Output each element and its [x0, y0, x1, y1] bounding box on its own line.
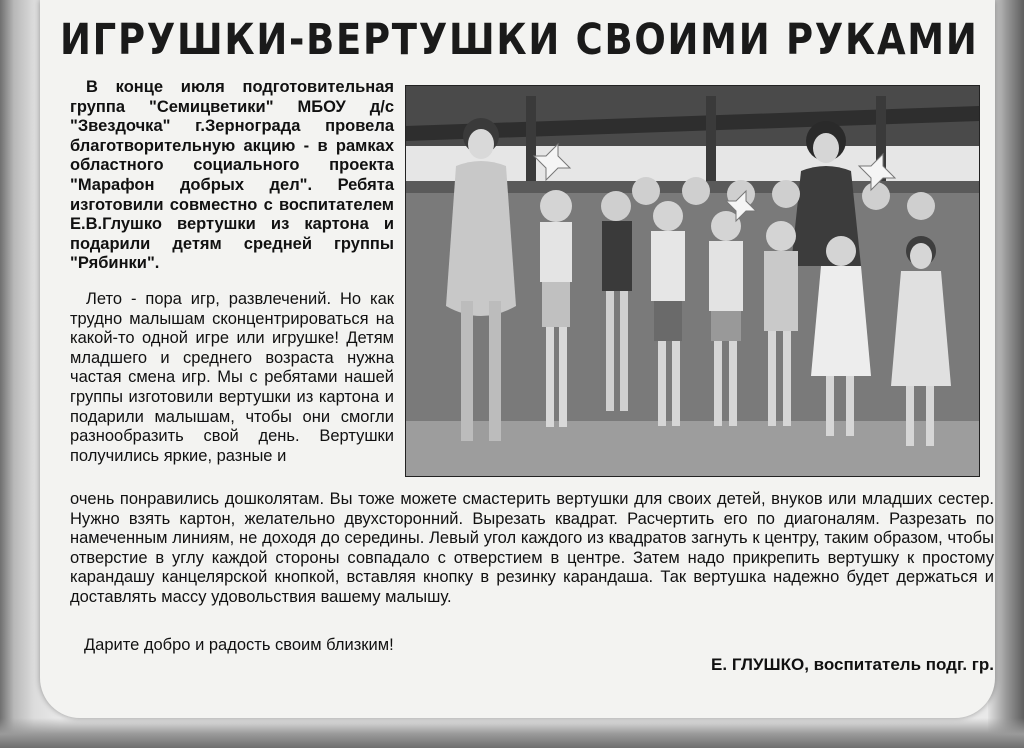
article-paragraph-column-text: Лето - пора игр, развлечений. Но как трудно малышам сконцентрироваться на какой-то одной игре или игрушке! Детям младшего и среднего возраста нужна частая смена игр. Мы с ребятами нашей группы изготовили вертушки из картона и подарили малышам, чтобы они смогли разнообразить свой день. Вертушки получились яркие, разные и [70, 290, 394, 465]
article-paragraph-continued: очень понравились дошколятам. Вы тоже можете смастерить вертушки для своих детей, внуков или младших сестер. Нужно взять картон, желательно двухсторонний. Вырезать квадрат. Расчертить его по диагоналям. Разрезать по намеченным линиям, не доходя до середины. Левый угол каждого из квадратов загнуть к центру, таким образом, чтобы отверстие в углу каждой стороны совпадало с отверстием в центре. Затем надо прикрепить вертушку к простому карандашу канцелярской кнопкой, вставляя кнопку в резинку карандаша. Так вертушка надежно будет держаться и доставлять массу удовольствия вашему малышу. [70, 490, 994, 606]
scan-bottom-edge [0, 718, 1024, 748]
article-headline: ИГРУШКИ-ВЕРТУШКИ СВОИМИ РУКАМИ [60, 15, 979, 65]
group-photo [405, 85, 980, 477]
article-paragraph-column [70, 290, 394, 466]
group-photo-illustration [406, 86, 979, 476]
article-intro [70, 78, 394, 274]
article-closing-line: Дарите добро и радость своим близким! [84, 636, 394, 654]
article-intro-text: В конце июля подготовительная группа "Семицветики" МБОУ д/с "Звездочка" г.Зернограда провела благотворительную акцию - в рамках областного социального проекта "Марафон добрых дел". Ребята изготовили совместно с воспитателем Е.В.Глушко вертушки из картона и подарили детям средней группы "Рябинки". [70, 78, 394, 273]
article-byline: Е. ГЛУШКО, воспитатель подг. гр. [711, 655, 994, 674]
